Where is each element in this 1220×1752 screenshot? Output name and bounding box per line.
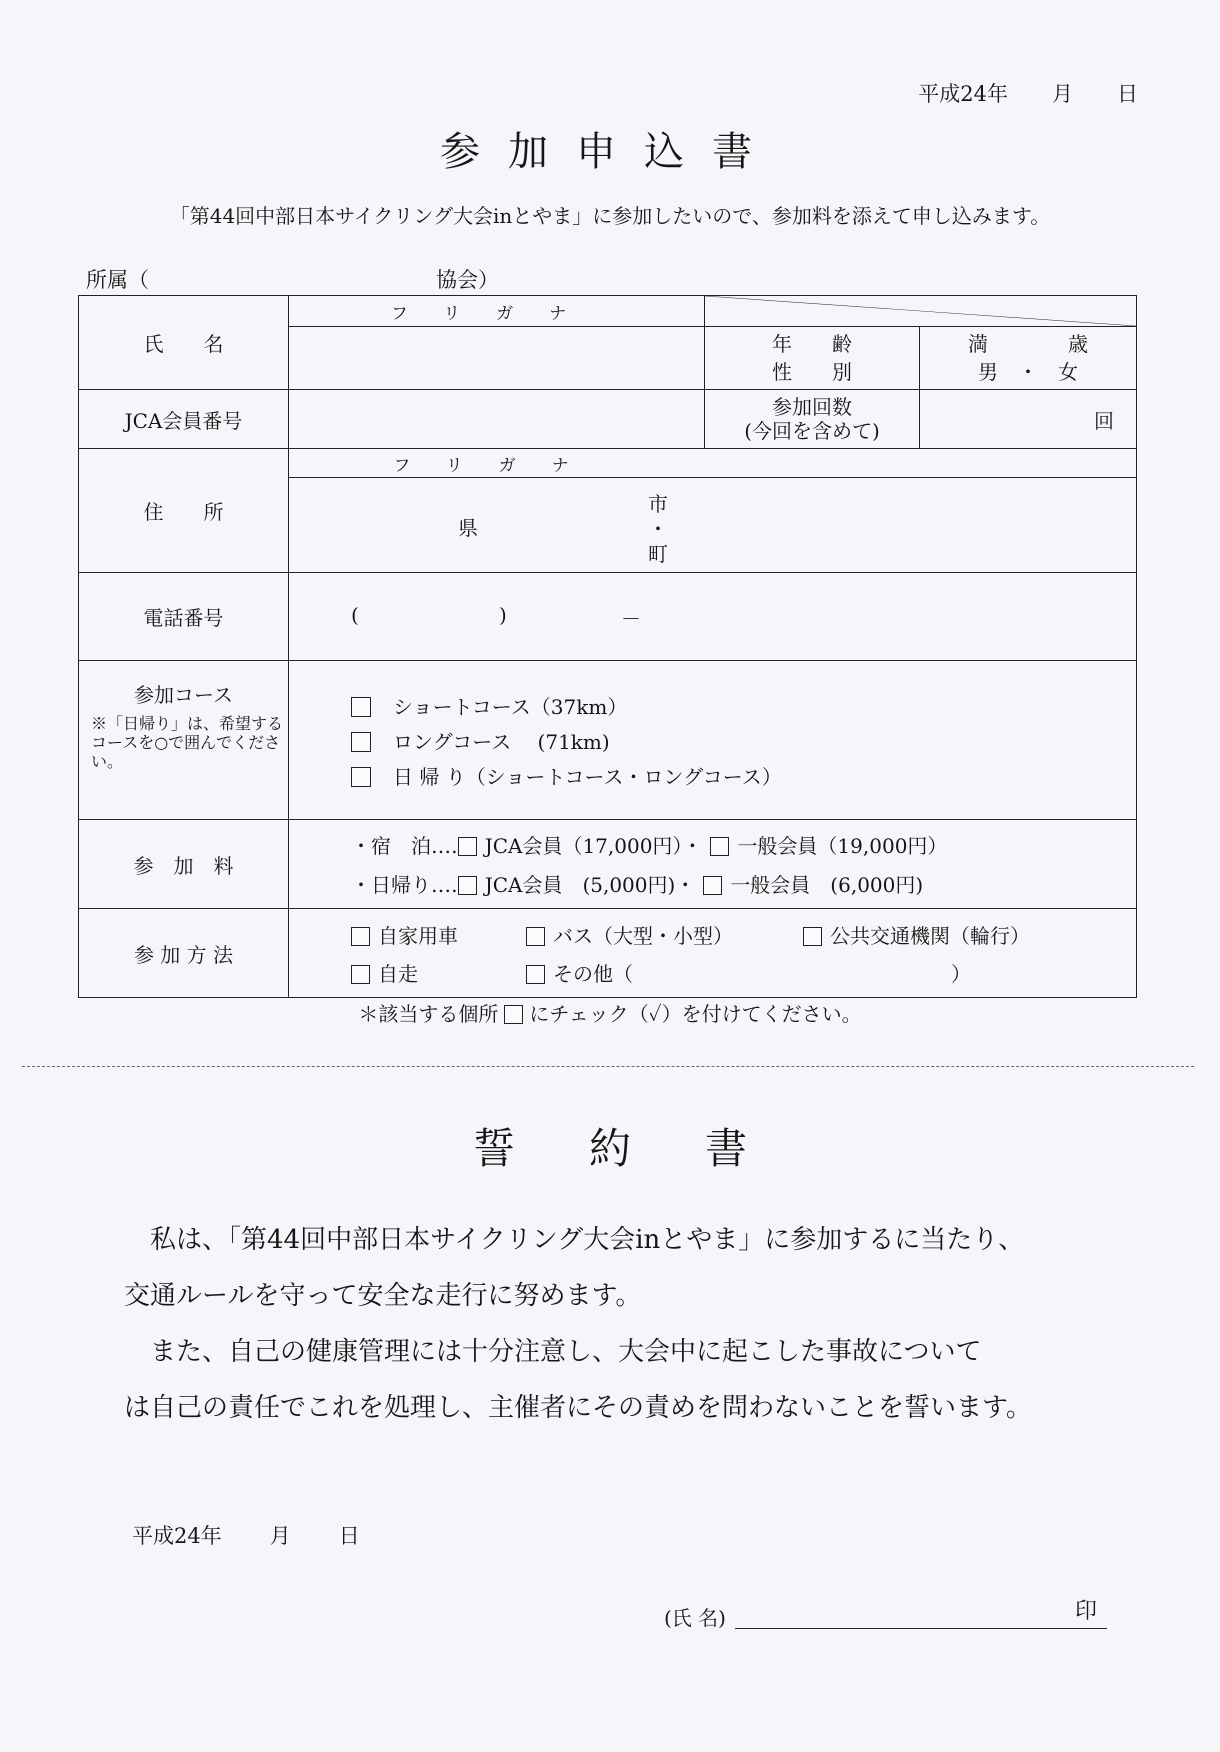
- phone-paren-open: (: [351, 603, 359, 627]
- jca-number-field[interactable]: [289, 390, 705, 449]
- name-furigana-label: フリガナ: [390, 303, 603, 324]
- method-bus-label: バス（大型・小型）: [553, 923, 733, 948]
- course-day-label: 日 帰 り（ショートコース・ロングコース）: [393, 764, 782, 789]
- intro-text: 「第44回中部日本サイクリング大会inとやま」に参加したいので、参加料を添えて申し込みます。: [169, 204, 1051, 228]
- check-note-pre: ＊該当する個所: [358, 1002, 499, 1026]
- name-furigana-field[interactable]: [289, 296, 705, 327]
- count-label: 参加回数: [772, 395, 852, 419]
- fee-stay-jca-label: JCA会員（17,000円）・: [484, 834, 703, 858]
- method-other-label: その他（: [553, 961, 633, 986]
- header-day: 日: [1117, 82, 1138, 106]
- header-era-year: 平成24年: [918, 82, 1008, 106]
- fee-options: [289, 820, 1137, 909]
- method-other-checkbox[interactable]: [526, 965, 545, 984]
- count-unit: 回: [1094, 408, 1114, 433]
- phone-field[interactable]: [289, 573, 1137, 661]
- fee-stay-label: ・宿 泊‥‥: [351, 834, 458, 858]
- fee-day-jca-label: JCA会員 (5,000円)・: [484, 873, 696, 897]
- fee-day-jca-checkbox[interactable]: [458, 876, 477, 895]
- town-unit: 町: [648, 542, 668, 566]
- city-unit: 市: [648, 492, 668, 516]
- course-short-checkbox[interactable]: [351, 697, 371, 717]
- participation-count-label: [705, 390, 920, 449]
- method-options: [289, 909, 1137, 998]
- fee-day-row: [351, 869, 1136, 898]
- signature-label: (氏 名): [664, 1606, 726, 1630]
- seal-mark: 印: [1075, 1599, 1098, 1624]
- name-label: 氏 名: [79, 296, 289, 390]
- check-note-post: にチェック（✓）を付けてください。: [529, 1002, 862, 1026]
- method-bus-checkbox[interactable]: [526, 927, 545, 946]
- pledge-line-1: 私は、「第44回中部日本サイクリング大会inとやま」に参加するに当たり、: [150, 1225, 1025, 1255]
- footer-month: 月: [269, 1524, 291, 1548]
- method-other-close: ）: [951, 961, 971, 986]
- pledge-date: [132, 1520, 360, 1550]
- course-long-label: ロングコース (71km): [393, 729, 610, 754]
- fee-stay-jca-checkbox[interactable]: [458, 837, 477, 856]
- sex-value: 男 ・ 女: [978, 360, 1078, 384]
- course-day-option[interactable]: [351, 761, 1136, 790]
- count-sub-label: (今回を含めて): [744, 419, 880, 443]
- course-note: ※「日帰り」は、希望するコースを○で囲んでください。: [91, 714, 284, 771]
- city-dot: ・: [648, 517, 668, 541]
- footer-day: 日: [338, 1524, 360, 1548]
- pledge-line-3: また、自己の健康管理には十分注意し、大会中に起こした事故について: [150, 1337, 982, 1367]
- course-short-label: ショートコース（37km）: [393, 694, 628, 719]
- jca-number-label: JCA会員番号: [79, 390, 289, 449]
- method-public-checkbox[interactable]: [803, 927, 822, 946]
- sex-label: 性 別: [772, 360, 852, 384]
- pledge-line-4: は自己の責任でこれを処理し、主催者にその責めを問わないことを誓います。: [124, 1393, 1032, 1423]
- participation-count-field[interactable]: [920, 390, 1137, 449]
- address-furigana-label: フリガナ: [393, 455, 605, 476]
- address-furigana-field[interactable]: [289, 449, 1137, 478]
- header-month: 月: [1052, 82, 1073, 106]
- prefecture-unit: 県: [458, 516, 478, 540]
- fee-day-general-checkbox[interactable]: [703, 876, 722, 895]
- footer-era-year: 平成24年: [132, 1524, 222, 1548]
- affiliation-prefix: 所属（: [86, 268, 149, 292]
- age-value: 満 歳: [968, 332, 1088, 356]
- phone-paren-close: ): [499, 603, 507, 627]
- course-day-checkbox[interactable]: [351, 767, 371, 787]
- method-bike-checkbox[interactable]: [351, 965, 370, 984]
- header-date: [918, 78, 1138, 108]
- method-car-label: 自家用車: [378, 923, 458, 948]
- address-label: 住 所: [79, 449, 289, 573]
- diagonal-cell: [705, 296, 1137, 327]
- application-form-table: [78, 295, 1137, 998]
- fee-stay-general-checkbox[interactable]: [710, 837, 729, 856]
- phone-dash: －: [621, 607, 641, 631]
- fee-day-general-label: 一般会員 (6,000円): [730, 873, 924, 897]
- fee-stay-row: [351, 830, 1136, 859]
- age-sex-field[interactable]: [920, 327, 1137, 390]
- method-car-checkbox[interactable]: [351, 927, 370, 946]
- course-label: 参加コース: [134, 683, 233, 707]
- pledge-title: 誓約書: [472, 1124, 821, 1173]
- age-label: 年 齢: [772, 332, 852, 356]
- example-checkbox-icon: [504, 1005, 523, 1024]
- method-public-label: 公共交通機関（輪行）: [830, 923, 1030, 948]
- course-short-option[interactable]: [351, 691, 1136, 720]
- fee-label: 参 加 料: [79, 820, 289, 909]
- cut-line-divider: [22, 1066, 1194, 1067]
- course-long-checkbox[interactable]: [351, 732, 371, 752]
- name-field[interactable]: [289, 327, 705, 390]
- form-title: 参加申込書: [440, 129, 780, 175]
- course-options: [289, 661, 1137, 820]
- pledge-text: [124, 1212, 1104, 1436]
- affiliation-suffix: 協会）: [436, 268, 499, 292]
- signature-line[interactable]: [735, 1628, 1107, 1629]
- address-field[interactable]: [289, 478, 1137, 573]
- fee-stay-general-label: 一般会員（19,000円）: [737, 834, 948, 858]
- course-label-cell: [79, 661, 289, 820]
- pledge-line-2: 交通ルールを守って安全な走行に努めます。: [124, 1281, 642, 1311]
- phone-label: 電話番号: [79, 573, 289, 661]
- checkbox-instruction: [0, 998, 1220, 1027]
- course-long-option[interactable]: [351, 726, 1136, 755]
- method-row-1: [351, 920, 1136, 949]
- method-label: 参 加 方 法: [79, 909, 289, 998]
- fee-day-label: ・日帰り‥‥: [351, 873, 458, 897]
- method-row-2: [351, 958, 1136, 987]
- method-bike-label: 自走: [378, 961, 418, 986]
- age-sex-label: [705, 327, 920, 390]
